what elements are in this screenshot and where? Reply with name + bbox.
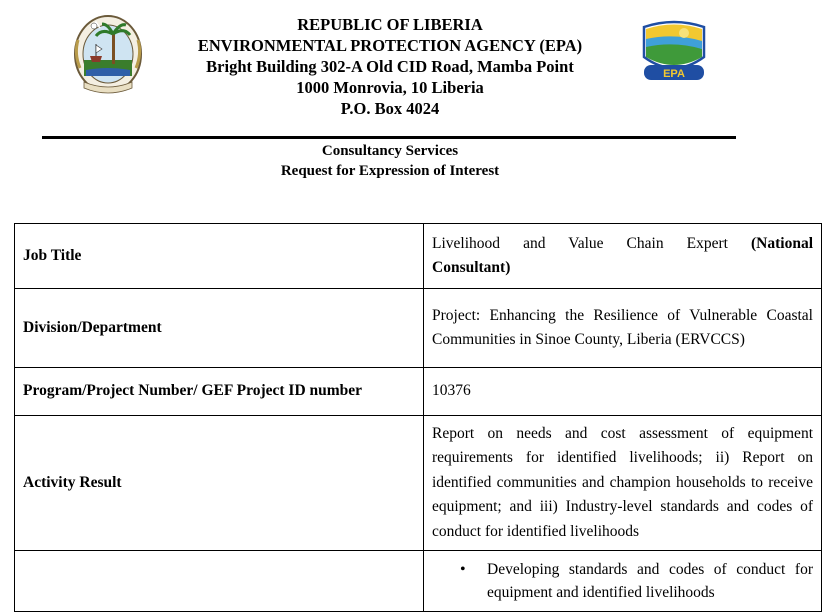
subheading-request: Request for Expression of Interest bbox=[280, 163, 500, 179]
subheading-services: Consultancy Services bbox=[321, 143, 459, 159]
table-row-division bbox=[15, 289, 822, 368]
liberia-seal-icon bbox=[72, 10, 144, 96]
document-subheading bbox=[140, 141, 640, 181]
job-title-role: Livelihood and Value Chain Expert bbox=[432, 234, 728, 252]
table-row-duties bbox=[15, 551, 822, 612]
activity-value: Report on needs and cost assessment of equipment requirements for identified livelihoods; ii) Report on identified communities and champion households to receive equipment; and iii) Industry-level standards and codes of conduct for identified livelihoods bbox=[424, 416, 822, 551]
table-row-activity bbox=[15, 416, 822, 551]
duties-value bbox=[424, 551, 822, 612]
job-info-table bbox=[14, 223, 822, 612]
epa-logo-text: EPA bbox=[663, 68, 685, 80]
job-title-consultant: Consultant) bbox=[432, 259, 511, 276]
program-label: Program/Project Number/ GEF Project ID number bbox=[15, 368, 424, 416]
header-line-agency: ENVIRONMENTAL PROTECTION AGENCY (EPA) bbox=[197, 36, 583, 55]
list-item: • Developing standards and codes of conduct for equipment and identified livelihoods bbox=[487, 558, 813, 604]
table-row-job-title bbox=[15, 224, 822, 289]
table-row-program bbox=[15, 368, 822, 416]
header-line-pobox: P.O. Box 4024 bbox=[340, 99, 440, 118]
program-value: 10376 bbox=[424, 368, 822, 416]
job-title-value bbox=[424, 224, 822, 289]
header-divider bbox=[42, 136, 736, 139]
division-value: Project: Enhancing the Resilience of Vulnerable Coastal Communities in Sinoe County, Liberia (ERVCCS) bbox=[424, 289, 822, 368]
duties-label bbox=[15, 551, 424, 612]
job-title-label: Job Title bbox=[15, 224, 424, 289]
agency-header bbox=[140, 14, 640, 119]
header-line-address: Bright Building 302-A Old CID Road, Mamba Point bbox=[206, 57, 574, 76]
header-line-country: REPUBLIC OF LIBERIA bbox=[297, 15, 483, 34]
duties-list bbox=[432, 558, 813, 604]
division-label: Division/Department bbox=[15, 289, 424, 368]
activity-label: Activity Result bbox=[15, 416, 424, 551]
header-line-city: 1000 Monrovia, 10 Liberia bbox=[296, 78, 484, 97]
job-title-national: (National bbox=[751, 234, 814, 252]
epa-logo-icon bbox=[638, 17, 710, 83]
job-title-main bbox=[432, 232, 813, 257]
